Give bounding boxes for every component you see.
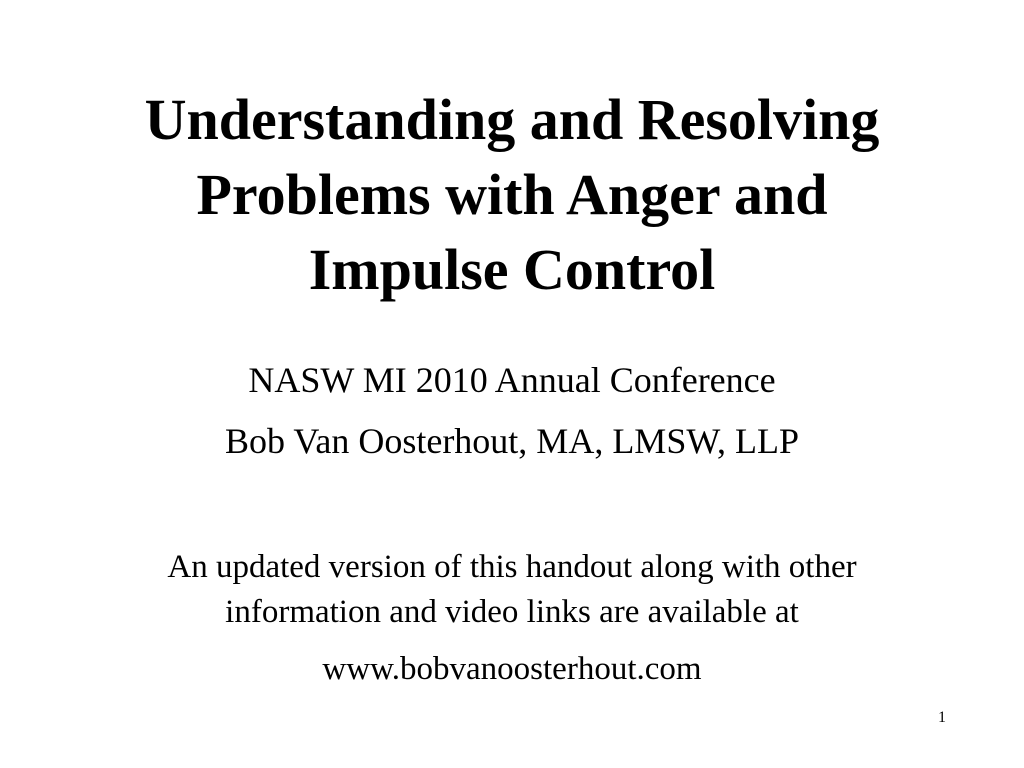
slide-subtitle bbox=[60, 350, 964, 472]
page-number: 1 bbox=[938, 709, 946, 726]
slide-title bbox=[60, 82, 964, 307]
title-line-3: Impulse Control bbox=[308, 237, 716, 302]
note-line-2: information and video links are available at bbox=[225, 594, 799, 630]
note-line-1: An updated version of this handout along with other bbox=[167, 549, 857, 585]
presenter-name: Bob Van Oosterhout, MA, LMSW, LLP bbox=[224, 421, 800, 461]
website-url: www.bobvanoosterhout.com bbox=[322, 651, 702, 687]
title-line-2: Problems with Anger and bbox=[196, 162, 828, 227]
handout-note bbox=[40, 545, 984, 692]
title-line-1: Understanding and Resolving bbox=[144, 87, 880, 152]
conference-name: NASW MI 2010 Annual Conference bbox=[248, 360, 776, 400]
